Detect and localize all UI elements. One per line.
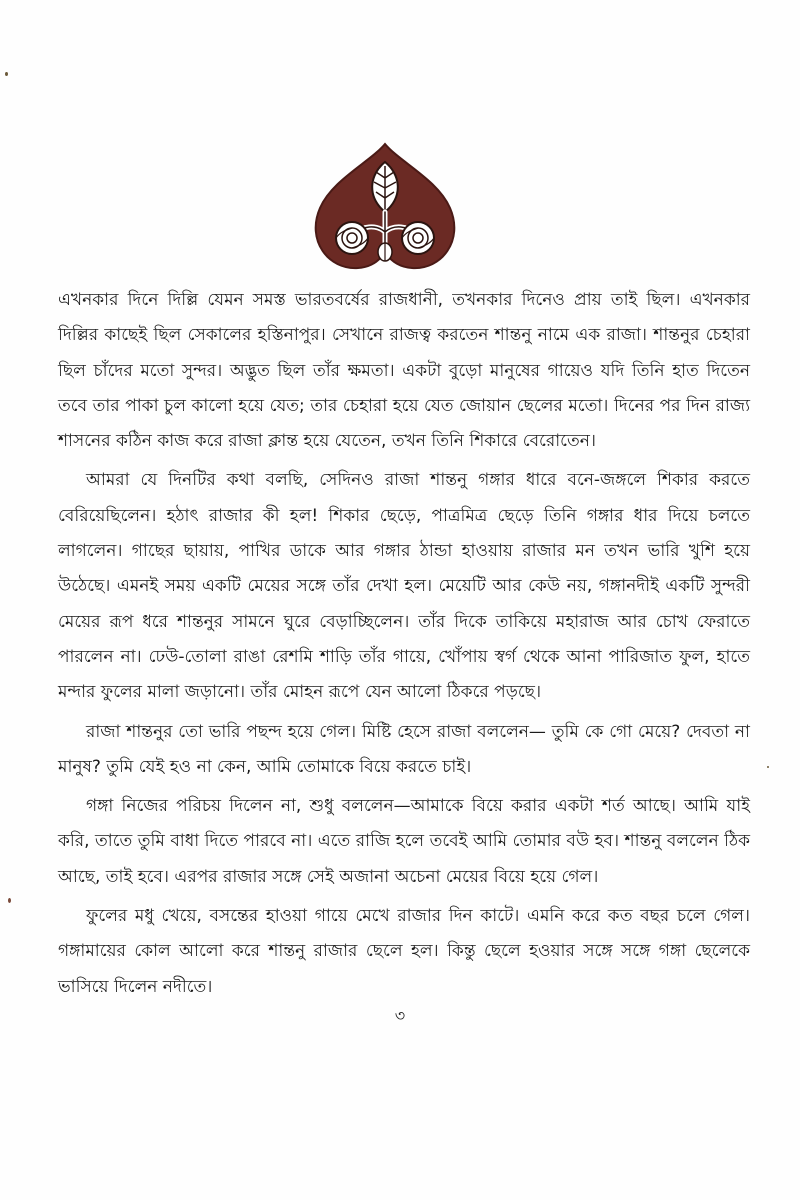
- heart-leaf-flower-icon: [310, 140, 460, 280]
- page-number: ৩: [394, 1006, 406, 1025]
- right-flower: [402, 222, 434, 254]
- paragraph: রাজা শান্তনুর তো ভারি পছন্দ হয়ে গেল। মিষ্টি হেসে রাজা বললেন— তুমি কে গো মেয়ে? দেবতা না মানুষ? তুমি যেই হও না কেন, আমি তোমাকে বিয়ে করতে চাই।: [58, 721, 750, 777]
- paper-speck: [767, 766, 769, 768]
- paragraph: এখনকার দিনে দিল্লি যেমন সমস্ত ভারতবর্ষের রাজধানী, তখনকার দিনেও প্রায় তাই ছিল। এখনকার দিল্লির কাছেই ছিল সেকালের হস্তিনাপুর। সেখানে রাজত্ব করতেন শান্তনু নামে এক রাজা। শান্তনুর চেহারা ছিল চাঁদের মতো সুন্দর। অদ্ভুত ছিল তাঁর ক্ষমতা। একটা বুড়ো মানুষের গায়েও যদি তিনি হাত দিতেন তবে তার পাকা চুল কালো হয়ে যেত; তার চেহারা হয়ে যেত জোয়ান ছেলের মতো। দিনের পর দিন রাজ্য শাসনের কঠিন কাজ করে রাজা ক্লান্ত হয়ে যেতেন, তখন তিনি শিকারে বেরোতেন।: [58, 290, 750, 452]
- story-text: [58, 283, 750, 1009]
- paper-speck: [5, 72, 8, 76]
- central-bud: [378, 243, 392, 261]
- paper-speck: [8, 898, 11, 903]
- paragraph: আমরা যে দিনটির কথা বলছি, সেদিনও রাজা শান্তনু গঙ্গার ধারে বনে-জঙ্গলে শিকার করতে বেরিয়েছিলেন। হঠাৎ রাজার কী হল! শিকার ছেড়ে, পাত্রমিত্র ছেড়ে তিনি গঙ্গার ধার দিয়ে চলতে লাগলেন। গাছের ছায়ায়, পাখির ডাকে আর গঙ্গার ঠান্ডা হাওয়ায় রাজার মন তখন ভারি খুশি হয়ে উঠেছে। এমনই সময় একটি মেয়ের সঙ্গে তাঁর দেখা হল। মেয়েটি আর কেউ নয়, গঙ্গানদীই একটি সুন্দরী মেয়ের রূপ ধরে শান্তনুর সামনে ঘুরে বেড়াচ্ছিলেন। তাঁর দিকে তাকিয়ে মহারাজ আর চোখ ফেরাতে পারলেন না। ঢেউ-তোলা রাঙা রেশমি শাড়ি তাঁর গায়ে, খোঁপায় স্বর্গ থেকে আনা পারিজাত ফুল, হাতে মন্দার ফুলের মালা জড়ানো। তাঁর মোহন রূপে যেন আলো ঠিকরে পড়ছে।: [58, 470, 750, 703]
- paragraph: গঙ্গা নিজের পরিচয় দিলেন না, শুধু বললেন—আমাকে বিয়ে করার একটা শর্ত আছে। আমি যাই করি, তাতে তুমি বাধা দিতে পারবে না। এতে রাজি হলে তবেই আমি তোমার বউ হব। শান্তনু বললেন ঠিক আছে, তাই হবে। এরপর রাজার সঙ্গে সেই অজানা অচেনা মেয়ের বিয়ে হয়ে গেল।: [58, 796, 750, 887]
- paragraph: ফুলের মধু খেয়ে, বসন্তের হাওয়া গায়ে মেখে রাজার দিন কাটে। এমনি করে কত বছর চলে গেল। গঙ্গামায়ের কোল আলো করে শান্তনু রাজার ছেলে হল। কিন্তু ছেলে হওয়ার সঙ্গে সঙ্গে গঙ্গা ছেলেকে ভাসিয়ে দিলেন নদীতে।: [58, 906, 750, 997]
- left-flower: [336, 222, 368, 254]
